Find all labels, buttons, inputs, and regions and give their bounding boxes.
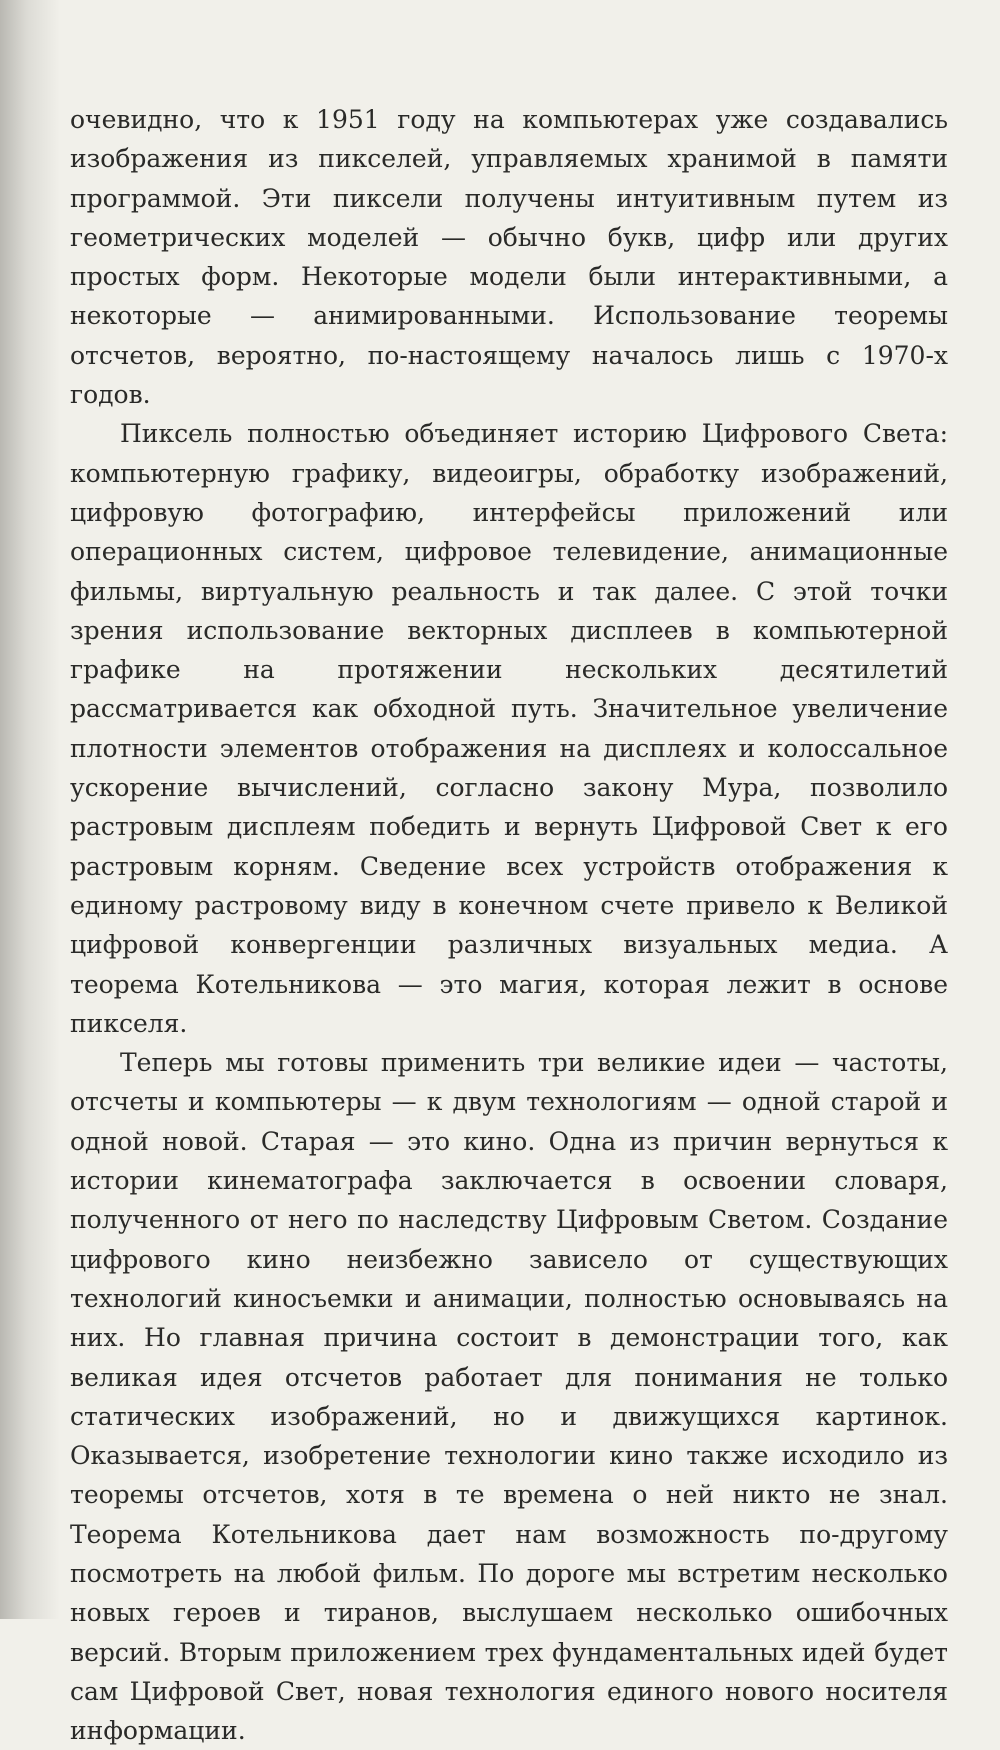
page-gutter-shadow [0, 0, 60, 1619]
paragraph-pixel: Пиксель полностью объединяет историю Цифрового Света: компьютерную графику, видеоигры, обработку изображений, цифровую фотографию, интерфейсы приложений или операционных систем, цифровое телевидение, анимационные фильмы, виртуальную реальность и так далее. С этой точки зрения использование векторных дисплеев в компьютерной графике на протяжении нескольких десятилетий рассматривается как обходной путь. Значительное увеличение плотности элементов отображения на дисплеях и колоссальное ускорение вычислений, согласно закону Мура, позволило растровым дисплеям победить и вернуть Цифровой Свет к его растровым корням. Сведение всех устройств отображения к единому растровому виду в конечном счете привело к Великой цифровой конвергенции различных визуальных медиа. А теорема Котельникова — это магия, которая лежит в основе пикселя. [70, 419, 948, 1038]
paragraph-continued: очевидно, что к 1951 году на компьютерах уже создавались изображения из пикселей, управляемых хранимой в памяти программой. Эти пиксели получены интуитивным путем из геометрических моделей — обычно букв, цифр или других простых форм. Некоторые модели были интерактивными, а некоторые — анимированными. Использование теоремы отсчетов, вероятно, по-настоящему началось лишь с 1970-х годов. [70, 105, 948, 410]
book-page-text [70, 100, 948, 1750]
paragraph-cinema: Теперь мы готовы применить три великие идеи — частоты, отсчеты и компьютеры — к двум технологиям — одной старой и одной новой. Старая — это кино. Одна из причин вернуться к истории кинематографа заключается в освоении словаря, полученного от него по наследству Цифровым Светом. Создание цифрового кино неизбежно зависело от существующих технологий киносъемки и анимации, полностью основываясь на них. Но главная причина состоит в демонстрации того, как великая идея отсчетов работает для понимания не только статических изображений, но и движущихся картинок. Оказывается, изобретение технологии кино также исходило из теоремы отсчетов, хотя в те времена о ней никто не знал. Теорема Котельникова дает нам возможность по-другому посмотреть на любой фильм. По дороге мы встретим несколько новых героев и тиранов, выслушаем несколько ошибочных версий. Вторым приложением трех фундаментальных идей будет сам Цифровой Свет, новая технология единого нового носителя информации. [70, 1048, 948, 1746]
